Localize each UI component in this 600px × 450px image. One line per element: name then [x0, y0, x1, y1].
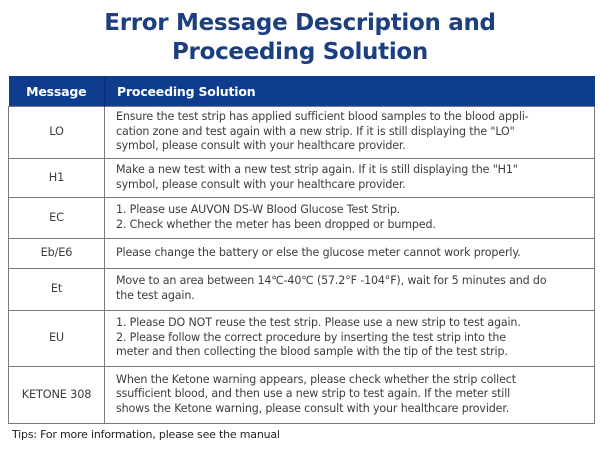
error-message-table: [8, 76, 595, 424]
page-title: [0, 9, 600, 67]
title-line-2: Proceeding Solution: [171, 39, 428, 65]
solution-cell: [105, 239, 595, 269]
solution-line: symbol, please consult with your healthcare provider.: [116, 177, 406, 191]
column-header-message: Message: [9, 76, 105, 107]
message-cell: Et: [9, 269, 105, 311]
solution-line: 2. Please follow the correct procedure by inserting the test strip into the: [116, 330, 506, 344]
table-row: [9, 311, 595, 367]
table-row: [9, 107, 595, 159]
solution-line: Move to an area between 14℃-40℃ (57.2°F -104°F), wait for 5 minutes and do: [116, 274, 547, 288]
solution-cell: [105, 159, 595, 198]
solution-line: 1. Please use AUVON DS-W Blood Glucose Test Strip.: [116, 202, 401, 216]
message-cell: H1: [9, 159, 105, 198]
tips-note: Tips: For more information, please see the manual: [12, 428, 280, 441]
table-row: [9, 159, 595, 198]
table-row: [9, 367, 595, 424]
solution-line: cation zone and test again with a new strip. If it is still displaying the "LO": [116, 124, 515, 138]
solution-cell: [105, 269, 595, 311]
solution-cell: [105, 107, 595, 159]
title-line-1: Error Message Description and: [104, 10, 496, 36]
solution-line: the test again.: [116, 289, 195, 302]
message-cell: Eb/E6: [9, 239, 105, 269]
message-cell: EU: [9, 311, 105, 367]
table-row: [9, 198, 595, 239]
solution-cell: [105, 198, 595, 239]
solution-line: Make a new test with a new test strip again. If it is still displaying the "H1": [116, 162, 518, 176]
solution-cell: [105, 367, 595, 424]
solution-line: meter and then collecting the blood sample with the tip of the test strip.: [116, 345, 508, 359]
solution-line: Please change the battery or else the glucose meter cannot work properly.: [116, 245, 521, 259]
message-cell: LO: [9, 107, 105, 159]
solution-line: ssufficient blood, and then use a new strip to test again. If the meter still: [116, 387, 511, 401]
solution-line: 1. Please DO NOT reuse the test strip. Please use a new strip to test again.: [116, 316, 521, 330]
table-row: [9, 269, 595, 311]
table-header-row: [9, 76, 595, 107]
message-cell: KETONE 308: [9, 367, 105, 424]
solution-line: 2. Check whether the meter has been dropped or bumped.: [116, 217, 436, 231]
table-row: [9, 239, 595, 269]
solution-line: Ensure the test strip has applied sufficient blood samples to the blood appli-: [116, 110, 529, 124]
solution-line: When the Ketone warning appears, please check whether the strip collect: [116, 372, 516, 386]
solution-cell: [105, 311, 595, 367]
solution-line: symbol, please consult with your healthcare provider.: [116, 139, 406, 153]
column-header-solution: Proceeding Solution: [105, 76, 595, 107]
solution-line: shows the Ketone warning, please consult with your healthcare provider.: [116, 401, 510, 415]
message-cell: EC: [9, 198, 105, 239]
